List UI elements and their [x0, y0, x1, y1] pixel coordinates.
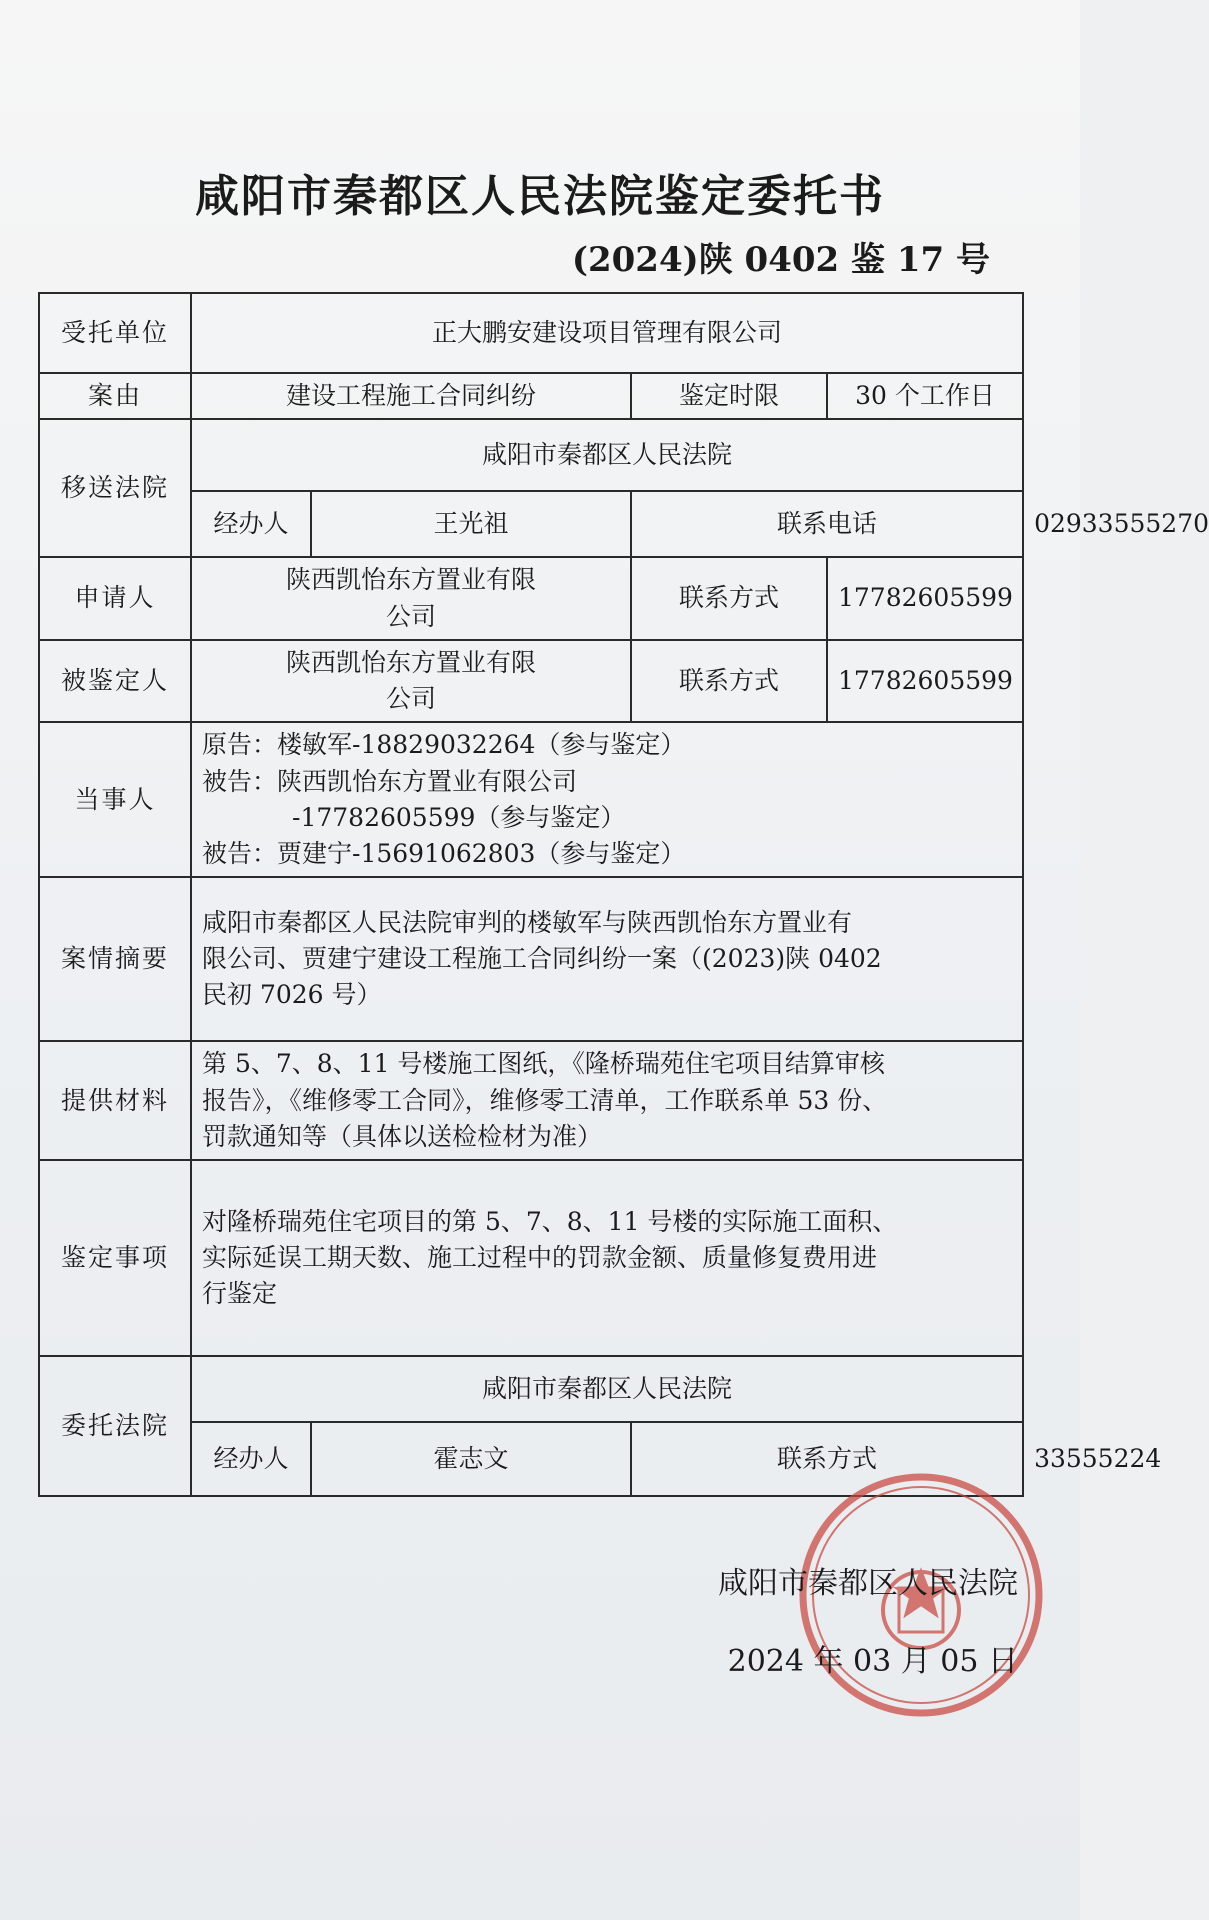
label-entrusted-unit: 受托单位 [39, 293, 191, 373]
value-appraised-contact: 17782605599 [827, 640, 1023, 723]
document-title: 咸阳市秦都区人民法院鉴定委托书 [195, 171, 885, 222]
appraised-name-line1: 陕西凯怡东方置业有限 [285, 647, 536, 677]
matters-line: 实际延误工期天数、施工过程中的罚款金额、质量修复费用进 [202, 1242, 878, 1272]
label-appraised: 被鉴定人 [39, 640, 191, 723]
value-entrusting-court: 咸阳市秦都区人民法院 [191, 1356, 1023, 1422]
signature-court: 咸阳市秦都区人民法院 [718, 1566, 1018, 1601]
label-appraised-contact: 联系方式 [631, 640, 827, 723]
value-materials [191, 1041, 1023, 1160]
row-materials [39, 1041, 1023, 1160]
signature-date: 2024 年 03 月 05 日 [727, 1644, 1018, 1679]
label-applicant: 申请人 [39, 557, 191, 640]
row-entrusted-unit [39, 293, 1023, 373]
commission-form-table [38, 292, 1209, 1497]
row-appraised [39, 640, 1023, 723]
party-defendant-2: 被告：贾建宁-15691062803（参与鉴定） [202, 839, 686, 868]
party-defendant-1: 被告：陕西凯怡东方置业有限公司 [202, 766, 578, 796]
value-applicant-contact: 17782605599 [827, 557, 1023, 640]
summary-line: 限公司、贾建宁建设工程施工合同纠纷一案（(2023)陕 0402 [202, 944, 882, 974]
appraised-name-line2: 公司 [385, 684, 436, 713]
summary-line: 民初 7026 号） [202, 980, 382, 1010]
row-parties [39, 722, 1023, 877]
label-entrusting-contact: 联系方式 [631, 1422, 1023, 1496]
summary-line: 咸阳市秦都区人民法院审判的楼敏军与陕西凯怡东方置业有 [202, 907, 853, 937]
label-matters: 鉴定事项 [39, 1160, 191, 1356]
label-parties: 当事人 [39, 722, 191, 877]
value-applicant [191, 557, 631, 640]
label-transfer-phone: 联系电话 [631, 491, 1023, 557]
party-plaintiff: 原告：楼敏军-18829032264（参与鉴定） [202, 730, 686, 760]
label-entrusting-court: 委托法院 [39, 1356, 191, 1496]
materials-line: 报告》，《维修零工合同》，维修零工清单，工作联系单 53 份、 [202, 1085, 888, 1115]
value-transfer-handler: 王光祖 [311, 491, 631, 557]
label-transfer-handler: 经办人 [191, 491, 311, 557]
value-appraised [191, 640, 631, 723]
label-entrusting-handler: 经办人 [191, 1422, 311, 1496]
value-matters [191, 1160, 1023, 1356]
row-transfer-court [39, 419, 1023, 491]
value-summary [191, 877, 1023, 1041]
label-materials: 提供材料 [39, 1041, 191, 1160]
row-matters [39, 1160, 1023, 1356]
row-case-cause [39, 373, 1023, 419]
value-entrusting-handler: 霍志文 [311, 1422, 631, 1496]
value-transfer-court: 咸阳市秦都区人民法院 [191, 419, 1023, 491]
label-applicant-contact: 联系方式 [631, 557, 827, 640]
value-deadline: 30 个工作日 [827, 373, 1023, 419]
row-summary [39, 877, 1023, 1041]
document-number: (2024)陕 0402 鉴 17 号 [571, 240, 990, 280]
label-summary: 案情摘要 [39, 877, 191, 1041]
party-defendant-1-phone: -17782605599（参与鉴定） [292, 802, 626, 832]
applicant-name-line1: 陕西凯怡东方置业有限 [285, 565, 536, 595]
label-deadline: 鉴定时限 [631, 373, 827, 419]
materials-line: 第 5、7、8、11 号楼施工图纸，《隆桥瑞苑住宅项目结算审核 [202, 1049, 885, 1079]
row-transfer-handler: 经办人 王光祖 联系电话 02933555270 [39, 491, 1023, 557]
label-transfer-court: 移送法院 [39, 419, 191, 557]
matters-line: 行鉴定 [202, 1279, 278, 1309]
row-applicant [39, 557, 1023, 640]
matters-line: 对隆桥瑞苑住宅项目的第 5、7、8、11 号楼的实际施工面积、 [202, 1206, 898, 1236]
label-case-cause: 案由 [39, 373, 191, 419]
row-entrusting-court [39, 1356, 1023, 1422]
value-case-cause: 建设工程施工合同纠纷 [191, 373, 631, 419]
materials-line: 罚款通知等（具体以送检检材为准） [202, 1121, 603, 1151]
applicant-name-line2: 公司 [385, 601, 436, 631]
value-parties [191, 722, 1023, 877]
value-entrusted-unit: 正大鹏安建设项目管理有限公司 [191, 293, 1023, 373]
row-entrusting-handler: 经办人 霍志文 联系方式 33555224 [39, 1422, 1023, 1496]
signature-block [718, 1558, 1018, 1680]
